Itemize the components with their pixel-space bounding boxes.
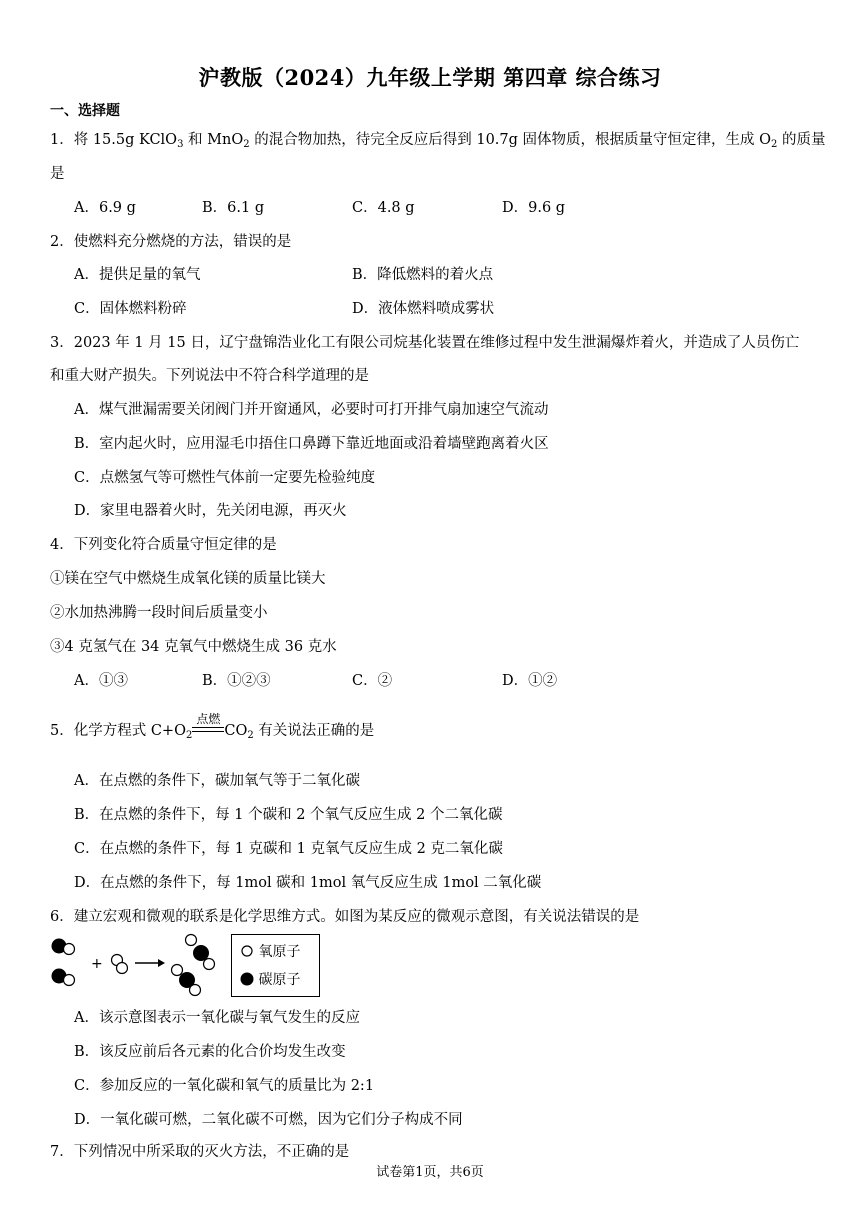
q1-stem-line2: 是	[50, 166, 65, 182]
q1-option-c: C．4.8 g	[352, 200, 415, 216]
equals-bars	[192, 727, 224, 732]
q6-option-a: A．该示意图表示一氧化碳与氧气发生的反应	[74, 1010, 360, 1026]
q5-sub: 2	[185, 730, 193, 741]
arrow-icon	[135, 959, 165, 967]
q1-text-a: 1．将 15.5g KClO	[50, 132, 178, 148]
q2-option-c: C．固体燃料粉碎	[74, 301, 187, 317]
q3-stem-line1: 3．2023 年 1 月 15 日，辽宁盘锦浩业化工有限公司烷基化装置在维修过程中发生泄漏爆炸着火，并造成了人员伤亡	[50, 335, 800, 351]
q2-option-a: A．提供足量的氧气	[74, 267, 201, 283]
q5-option-d: D．在点燃的条件下，每 1mol 碳和 1mol 氧气反应生成 1mol 二氧化碳	[74, 875, 542, 891]
section-heading: 一、选择题	[50, 103, 120, 119]
q1-stem-line1	[50, 128, 826, 150]
legend-carbon	[240, 969, 300, 989]
q1-sub: 3	[177, 139, 184, 150]
q1-text-d: 的质量	[777, 132, 826, 148]
q3-stem-line2: 和重大财产损失。下列说法中不符合科学道理的是	[50, 368, 369, 384]
page-title: 沪教版（2024）九年级上学期 第四章 综合练习	[198, 65, 662, 90]
q4-option-d: D．①②	[502, 673, 558, 689]
q5-option-b: B．在点燃的条件下，每 1 个碳和 2 个氧气反应生成 2 个二氧化碳	[74, 807, 503, 823]
reaction-arrow	[192, 712, 224, 738]
q2-option-b: B．降低燃料的着火点	[352, 267, 494, 283]
co2-molecule	[186, 935, 215, 970]
q5-option-a: A．在点燃的条件下，碳加氧气等于二氧化碳	[74, 773, 360, 789]
q4-option-a: A．①③	[74, 673, 128, 689]
reaction-diagram	[48, 932, 228, 998]
reaction-condition: 点燃	[196, 712, 221, 726]
q3-option-b: B．室内起火时，应用湿毛巾捂住口鼻蹲下靠近地面或沿着墙壁跑离着火区	[74, 436, 549, 452]
q4-stem: 4．下列变化符合质量守恒定律的是	[50, 537, 277, 553]
q5-text-a: 5．化学方程式 C+O	[50, 723, 186, 739]
q3-option-d: D．家里电器着火时，先关闭电源，再灭火	[74, 503, 347, 519]
oxygen-atom-icon	[240, 944, 254, 958]
legend-oxygen	[240, 941, 300, 961]
legend-carbon-label: 碳原子	[258, 972, 301, 988]
q3-option-a: A．煤气泄漏需要关闭阀门并开窗通风，必要时可打开排气扇加速空气流动	[74, 402, 549, 418]
legend-oxygen-label: 氧原子	[258, 944, 301, 960]
q6-option-d: D．一氧化碳可燃，二氧化碳不可燃，因为它们分子构成不同	[74, 1112, 463, 1128]
o2-molecule	[112, 955, 128, 974]
q5-stem	[50, 712, 375, 741]
q6-stem: 6．建立宏观和微观的联系是化学思维方式。如图为某反应的微观示意图，有关说法错误的是	[50, 909, 640, 925]
q1-option-d: D．9.6 g	[502, 200, 566, 216]
q4-option-b: B．①②③	[202, 673, 271, 689]
q4-item-2: ②水加热沸腾一段时间后质量变小	[50, 605, 268, 621]
plus-sign: +	[91, 956, 103, 972]
q1-option-a: A．6.9 g	[74, 200, 136, 216]
q2-option-d: D．液体燃料喷成雾状	[352, 301, 495, 317]
q1-sub: 2	[243, 139, 250, 150]
q3-option-c: C．点燃氢气等可燃性气体前一定要先检验纯度	[74, 470, 376, 486]
q1-text-c: 的混合物加热，待完全反应后得到 10.7g 固体物质，根据质量守恒定律，生成 O	[249, 132, 772, 148]
page-footer: 试卷第1页，共6页	[376, 1165, 484, 1180]
q5-text-c: 有关说法正确的是	[253, 723, 375, 739]
q6-option-c: C．参加反应的一氧化碳和氧气的质量比为 2:1	[74, 1078, 375, 1094]
q4-item-3: ③4 克氢气在 34 克氧气中燃烧生成 36 克水	[50, 639, 337, 655]
q1-text-b: 和 MnO	[183, 132, 244, 148]
q6-option-b: B．该反应前后各元素的化合价均发生改变	[74, 1044, 346, 1060]
co2-molecule	[172, 965, 201, 996]
co-molecule	[52, 939, 75, 955]
q5-text-b: CO	[224, 723, 248, 739]
q7-stem: 7．下列情况中所采取的灭火方法，不正确的是	[50, 1144, 350, 1160]
diagram-legend	[231, 934, 320, 997]
q4-item-1: ①镁在空气中燃烧生成氧化镁的质量比镁大	[50, 571, 326, 587]
q5-sub: 2	[247, 730, 254, 741]
carbon-atom-icon	[240, 972, 254, 986]
q4-option-c: C．②	[352, 673, 393, 689]
q1-sub: 2	[771, 139, 778, 150]
co-molecule	[52, 969, 75, 986]
q1-option-b: B．6.1 g	[202, 200, 265, 216]
q2-stem: 2．使燃料充分燃烧的方法，错误的是	[50, 234, 292, 250]
q5-option-c: C．在点燃的条件下，每 1 克碳和 1 克氧气反应生成 2 克二氧化碳	[74, 841, 503, 857]
